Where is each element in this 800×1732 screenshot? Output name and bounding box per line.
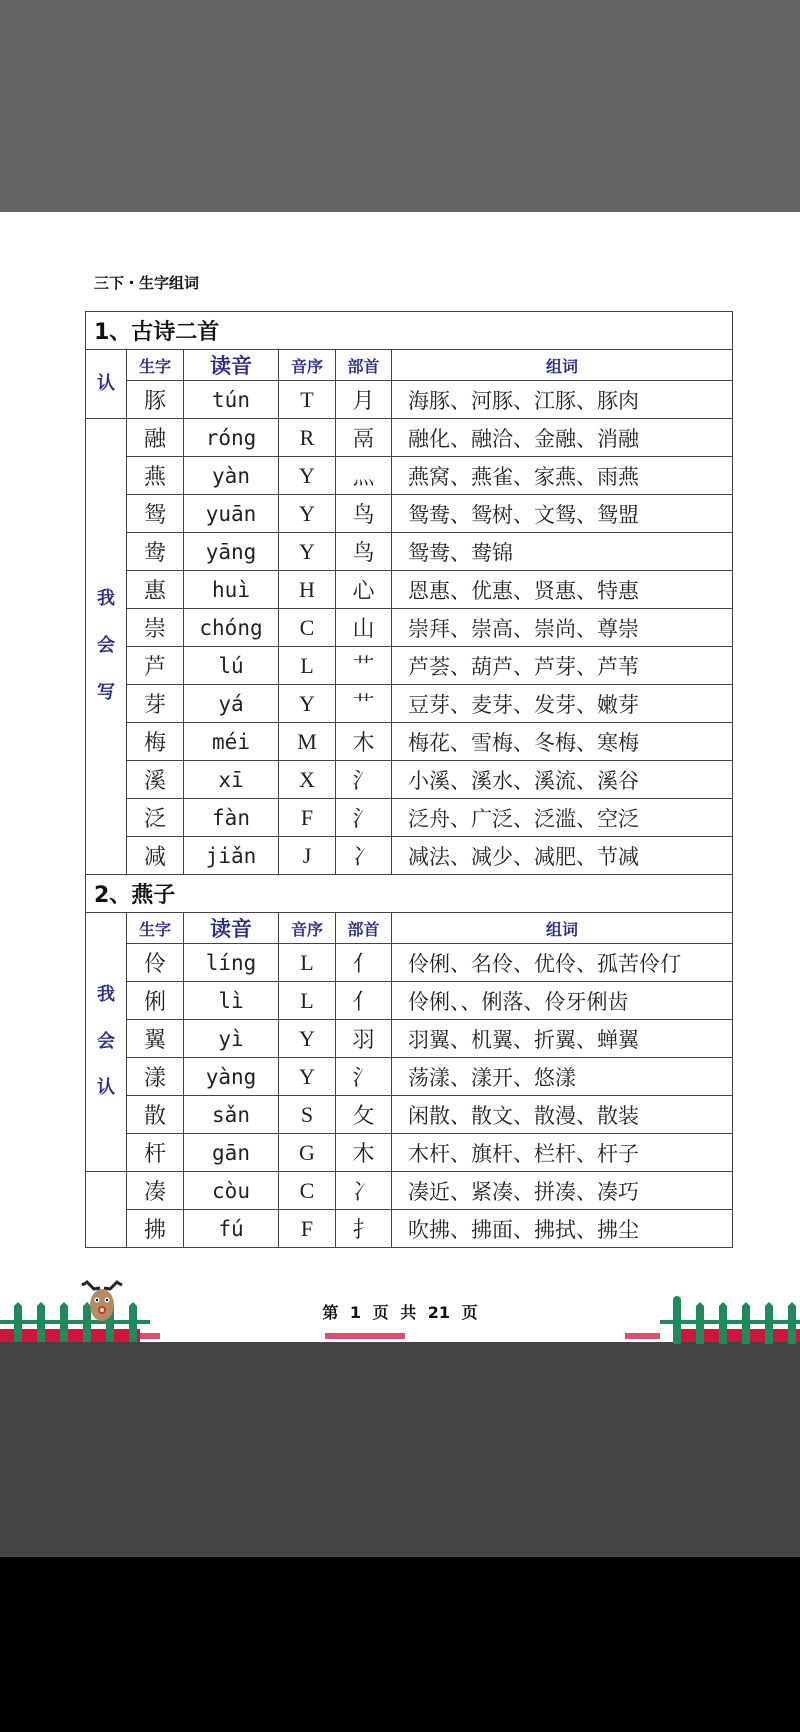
radical-cell: 扌	[336, 1210, 392, 1248]
column-header-radical: 部首	[336, 350, 392, 381]
radical-cell: 山	[336, 609, 392, 647]
group-label-char: 我	[97, 588, 115, 610]
column-header-char: 生字	[127, 350, 184, 381]
section-title: 2、燕子	[86, 875, 733, 913]
column-header-words: 组词	[392, 913, 733, 944]
section-title-row	[86, 875, 733, 913]
group-label-char: 会	[97, 635, 115, 657]
phonetic-order-cell: Y	[279, 1058, 336, 1096]
red-smear	[625, 1333, 660, 1339]
red-smear	[325, 1333, 405, 1339]
pinyin-cell: méi	[184, 723, 279, 761]
word-combinations-cell: 融化、融洽、金融、消融	[392, 419, 733, 457]
character-cell: 惠	[127, 571, 184, 609]
pinyin-cell: gān	[184, 1134, 279, 1172]
character-cell: 燕	[127, 457, 184, 495]
phonetic-order-cell: R	[279, 419, 336, 457]
table-row	[86, 1134, 733, 1172]
word-combinations-cell: 恩惠、优惠、贤惠、特惠	[392, 571, 733, 609]
character-cell: 泛	[127, 799, 184, 837]
table-row	[86, 419, 733, 457]
group-label	[86, 419, 127, 875]
table-row	[86, 647, 733, 685]
phonetic-order-cell: F	[279, 799, 336, 837]
table-row	[86, 723, 733, 761]
column-header-radical: 部首	[336, 913, 392, 944]
character-cell: 芽	[127, 685, 184, 723]
table-row	[86, 982, 733, 1020]
character-cell: 梅	[127, 723, 184, 761]
word-combinations-cell: 泛舟、广泛、泛滥、空泛	[392, 799, 733, 837]
phonetic-order-cell: M	[279, 723, 336, 761]
column-header-pinyin: 读音	[184, 913, 279, 944]
pinyin-cell: yì	[184, 1020, 279, 1058]
bottom-black-area	[0, 1557, 800, 1732]
character-cell: 崇	[127, 609, 184, 647]
phonetic-order-cell: Y	[279, 1020, 336, 1058]
phonetic-order-cell: C	[279, 1172, 336, 1210]
character-cell: 溪	[127, 761, 184, 799]
top-gray-area	[0, 0, 800, 212]
pinyin-cell: jiǎn	[184, 837, 279, 875]
pinyin-cell: líng	[184, 944, 279, 982]
radical-cell: 灬	[336, 457, 392, 495]
pinyin-cell: yá	[184, 685, 279, 723]
radical-cell: 冫	[336, 1172, 392, 1210]
table-row	[86, 1058, 733, 1096]
bottom-gray-area	[0, 1342, 800, 1557]
table-row	[86, 571, 733, 609]
phonetic-order-cell: Y	[279, 685, 336, 723]
phonetic-order-cell: Y	[279, 457, 336, 495]
word-combinations-cell: 伶俐、、俐落、伶牙俐齿	[392, 982, 733, 1020]
radical-cell: 亻	[336, 944, 392, 982]
character-cell: 伶	[127, 944, 184, 982]
table-row	[86, 609, 733, 647]
phonetic-order-cell: C	[279, 609, 336, 647]
character-cell: 翼	[127, 1020, 184, 1058]
radical-cell: 月	[336, 381, 392, 419]
pinyin-cell: róng	[184, 419, 279, 457]
word-combinations-cell: 海豚、河豚、江豚、豚肉	[392, 381, 733, 419]
phonetic-order-cell: Y	[279, 495, 336, 533]
group-label-char: 写	[97, 681, 115, 703]
phonetic-order-cell: S	[279, 1096, 336, 1134]
character-cell: 凑	[127, 1172, 184, 1210]
group-label	[86, 350, 127, 419]
pinyin-cell: yāng	[184, 533, 279, 571]
group-label-char: 会	[97, 1030, 115, 1052]
radical-cell: 氵	[336, 799, 392, 837]
word-combinations-cell: 崇拜、崇高、崇尚、尊崇	[392, 609, 733, 647]
radical-cell: 心	[336, 571, 392, 609]
pinyin-cell: còu	[184, 1172, 279, 1210]
phonetic-order-cell: L	[279, 944, 336, 982]
table-row	[86, 1172, 733, 1210]
column-header-order: 音序	[279, 350, 336, 381]
pinyin-cell: fàn	[184, 799, 279, 837]
pinyin-cell: sǎn	[184, 1096, 279, 1134]
pinyin-cell: xī	[184, 761, 279, 799]
group-label-char: 认	[97, 1077, 115, 1099]
phonetic-order-cell: X	[279, 761, 336, 799]
character-cell: 漾	[127, 1058, 184, 1096]
radical-cell: 鬲	[336, 419, 392, 457]
pinyin-cell: chóng	[184, 609, 279, 647]
table-row	[86, 1020, 733, 1058]
word-combinations-cell: 伶俐、名伶、优伶、孤苦伶仃	[392, 944, 733, 982]
table-row	[86, 685, 733, 723]
word-combinations-cell: 豆芽、麦芽、发芽、嫩芽	[392, 685, 733, 723]
word-combinations-cell: 木杆、旗杆、栏杆、杆子	[392, 1134, 733, 1172]
radical-cell: 羽	[336, 1020, 392, 1058]
section-title: 1、古诗二首	[86, 312, 733, 350]
column-header-order: 音序	[279, 913, 336, 944]
character-cell: 鸳	[127, 495, 184, 533]
pinyin-cell: tún	[184, 381, 279, 419]
pinyin-cell: yuān	[184, 495, 279, 533]
radical-cell: 艹	[336, 685, 392, 723]
group-label	[86, 1172, 127, 1248]
radical-cell: 氵	[336, 1058, 392, 1096]
word-combinations-cell: 吹拂、拂面、拂拭、拂尘	[392, 1210, 733, 1248]
table-row	[86, 381, 733, 419]
pinyin-cell: yàn	[184, 457, 279, 495]
pinyin-cell: lú	[184, 647, 279, 685]
fence-right-icon	[660, 1296, 800, 1344]
radical-cell: 氵	[336, 761, 392, 799]
radical-cell: 艹	[336, 647, 392, 685]
column-header-words: 组词	[392, 350, 733, 381]
character-cell: 杆	[127, 1134, 184, 1172]
character-cell: 俐	[127, 982, 184, 1020]
phonetic-order-cell: F	[279, 1210, 336, 1248]
radical-cell: 攵	[336, 1096, 392, 1134]
page-number: 第 1 页 共 21 页	[322, 1303, 478, 1322]
word-combinations-cell: 凑近、紧凑、拼凑、凑巧	[392, 1172, 733, 1210]
character-cell: 减	[127, 837, 184, 875]
pinyin-cell: yàng	[184, 1058, 279, 1096]
column-header-char: 生字	[127, 913, 184, 944]
phonetic-order-cell: Y	[279, 533, 336, 571]
radical-cell: 冫	[336, 837, 392, 875]
radical-cell: 亻	[336, 982, 392, 1020]
table-row	[86, 1096, 733, 1134]
table-row	[86, 799, 733, 837]
character-cell: 拂	[127, 1210, 184, 1248]
radical-cell: 鸟	[336, 495, 392, 533]
phonetic-order-cell: L	[279, 982, 336, 1020]
phonetic-order-cell: G	[279, 1134, 336, 1172]
table-row	[86, 761, 733, 799]
pinyin-cell: huì	[184, 571, 279, 609]
pinyin-cell: fú	[184, 1210, 279, 1248]
radical-cell: 木	[336, 723, 392, 761]
document-header: 三下・生字组词	[94, 274, 200, 292]
character-cell: 散	[127, 1096, 184, 1134]
character-cell: 鸯	[127, 533, 184, 571]
group-label	[86, 913, 127, 1172]
word-combinations-cell: 闲散、散文、散漫、散装	[392, 1096, 733, 1134]
character-cell: 融	[127, 419, 184, 457]
column-header-row	[86, 350, 733, 381]
radical-cell: 木	[336, 1134, 392, 1172]
column-header-row	[86, 913, 733, 944]
table-row	[86, 495, 733, 533]
phonetic-order-cell: T	[279, 381, 336, 419]
phonetic-order-cell: J	[279, 837, 336, 875]
word-combinations-cell: 芦荟、葫芦、芦芽、芦苇	[392, 647, 733, 685]
table-row	[86, 1210, 733, 1248]
table-row	[86, 533, 733, 571]
character-cell: 豚	[127, 381, 184, 419]
vocabulary-table	[85, 311, 733, 1248]
word-combinations-cell: 荡漾、漾开、悠漾	[392, 1058, 733, 1096]
section-title-row	[86, 312, 733, 350]
group-label-char: 我	[97, 983, 115, 1005]
radical-cell: 鸟	[336, 533, 392, 571]
table-row	[86, 944, 733, 982]
phonetic-order-cell: L	[279, 647, 336, 685]
word-combinations-cell: 梅花、雪梅、冬梅、寒梅	[392, 723, 733, 761]
pinyin-cell: lì	[184, 982, 279, 1020]
word-combinations-cell: 羽翼、机翼、折翼、蝉翼	[392, 1020, 733, 1058]
phonetic-order-cell: H	[279, 571, 336, 609]
group-label-char: 认	[97, 372, 115, 394]
column-header-pinyin: 读音	[184, 350, 279, 381]
word-combinations-cell: 燕窝、燕雀、家燕、雨燕	[392, 457, 733, 495]
word-combinations-cell: 鸳鸯、鸳树、文鸳、鸳盟	[392, 495, 733, 533]
word-combinations-cell: 减法、减少、减肥、节减	[392, 837, 733, 875]
character-cell: 芦	[127, 647, 184, 685]
word-combinations-cell: 小溪、溪水、溪流、溪谷	[392, 761, 733, 799]
table-row	[86, 457, 733, 495]
table-row	[86, 837, 733, 875]
word-combinations-cell: 鸳鸯、鸯锦	[392, 533, 733, 571]
